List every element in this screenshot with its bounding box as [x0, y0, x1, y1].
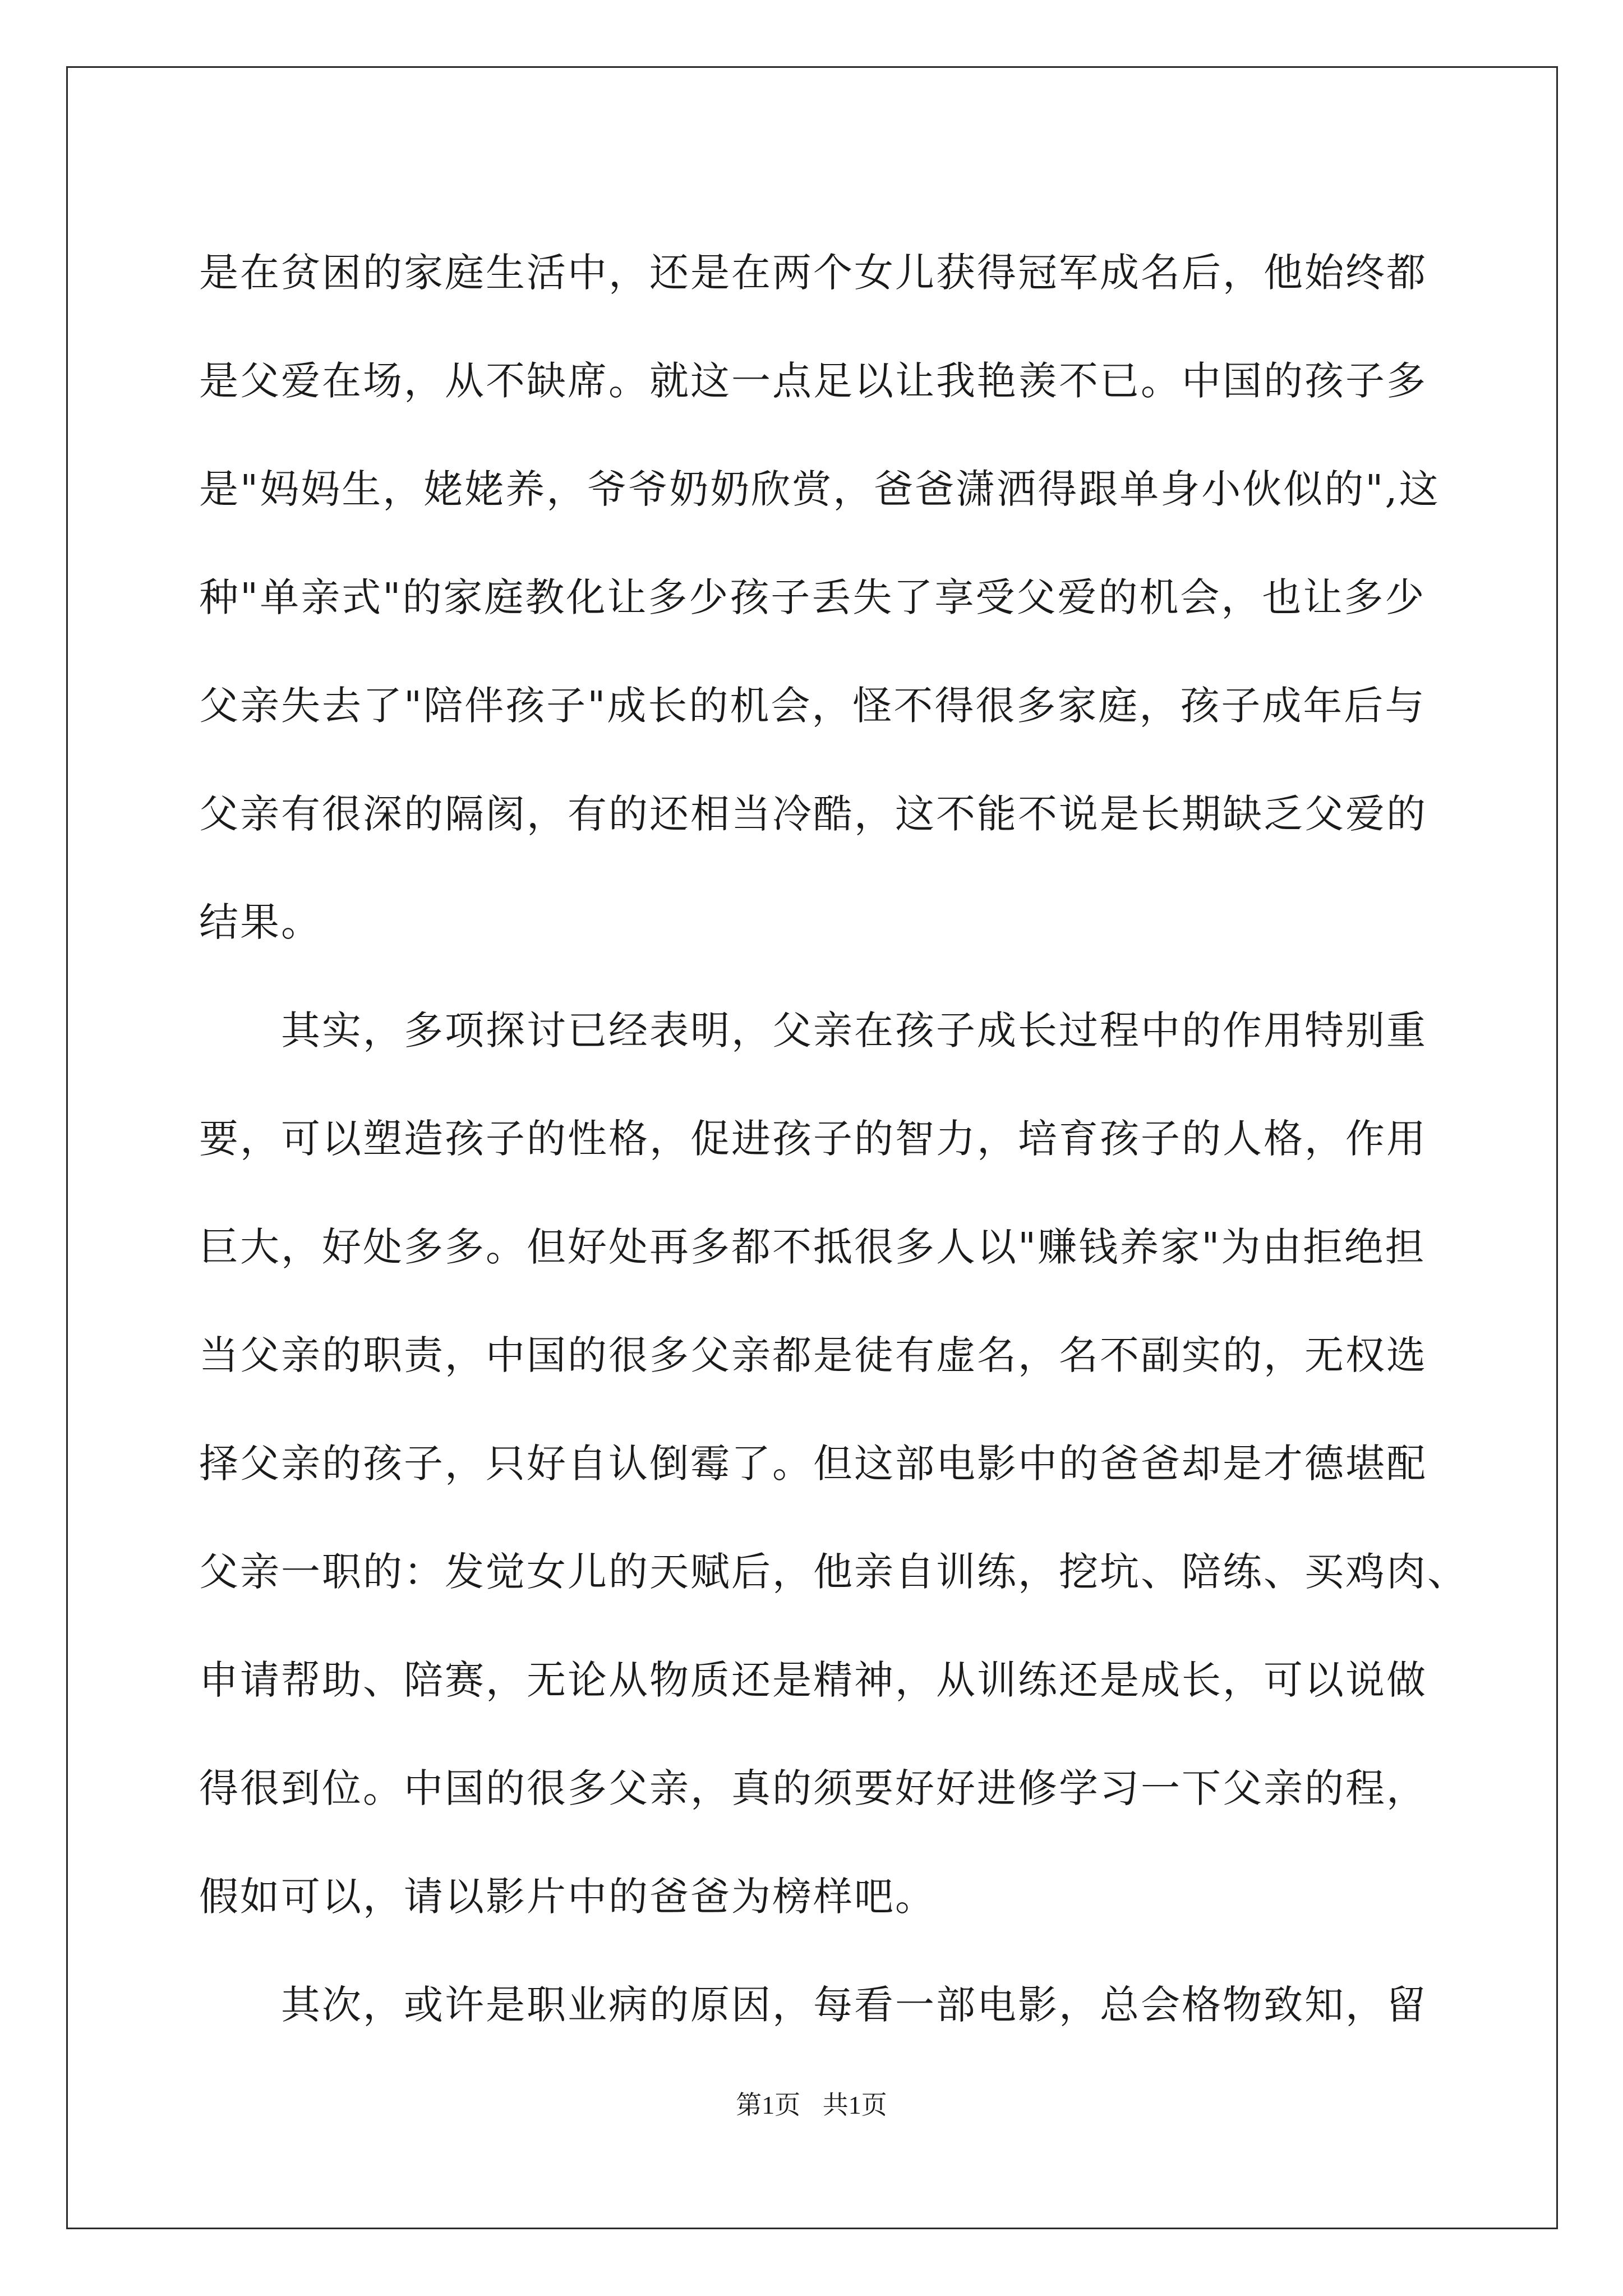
page-footer — [0, 2085, 1623, 2122]
paragraph-1 — [199, 219, 1438, 977]
paragraph-2 — [199, 977, 1468, 1951]
text-line: 择父亲的孩子，只好自认倒霉了。但这部电影中的爸爸却是才德堪配 — [199, 1441, 1427, 1487]
text-line: 要，可以塑造孩子的性格，促进孩子的智力，培育孩子的人格，作用 — [199, 1116, 1427, 1162]
text-line: 种"单亲式"的家庭教化让多少孩子丢失了享受父爱的机会，也让多少 — [199, 574, 1426, 620]
text-line: 父亲失去了"陪伴孩子"成长的机会，怪不得很多家庭，孩子成年后与 — [199, 683, 1426, 729]
text-line: 父亲一职的：发觉女儿的天赋后，他亲自训练，挖坑、陪练、买鸡肉、 — [199, 1549, 1468, 1595]
text-line: 其次，或许是职业病的原因，每看一部电影，总会格物致知，留 — [281, 1982, 1427, 2028]
document-body — [199, 219, 1468, 2059]
text-line: 假如可以，请以影片中的爸爸为榜样吧。 — [199, 1874, 936, 1920]
text-line: 得很到位。中国的很多父亲，真的须要好好进修学习一下父亲的程， — [199, 1765, 1427, 1811]
page-number: 第1页 — [736, 2091, 801, 2119]
text-line: 是"妈妈生，姥姥养，爷爷奶奶欣赏，爸爸潇洒得跟单身小伙似的",这 — [199, 466, 1440, 512]
page-total: 共1页 — [822, 2091, 887, 2119]
text-line: 父亲有很深的隔阂，有的还相当冷酷，这不能不说是长期缺乏父爱的 — [199, 791, 1427, 837]
text-line: 巨大，好处多多。但好处再多都不抵很多人以"赚钱养家"为由拒绝担 — [199, 1224, 1426, 1270]
paragraph-3 — [199, 1951, 1438, 2059]
text-line: 结果。 — [199, 899, 322, 945]
text-line: 是父爱在场，从不缺席。就这一点足以让我艳羡不已。中国的孩子多 — [199, 358, 1427, 404]
text-line: 是在贫困的家庭生活中，还是在两个女儿获得冠军成名后，他始终都 — [199, 250, 1427, 296]
text-line: 申请帮助、陪赛，无论从物质还是精神，从训练还是成长，可以说做 — [199, 1657, 1427, 1703]
text-line: 其实，多项探讨已经表明，父亲在孩子成长过程中的作用特别重 — [281, 1007, 1427, 1053]
text-line: 当父亲的职责，中国的很多父亲都是徒有虚名，名不副实的，无权选 — [199, 1332, 1427, 1378]
